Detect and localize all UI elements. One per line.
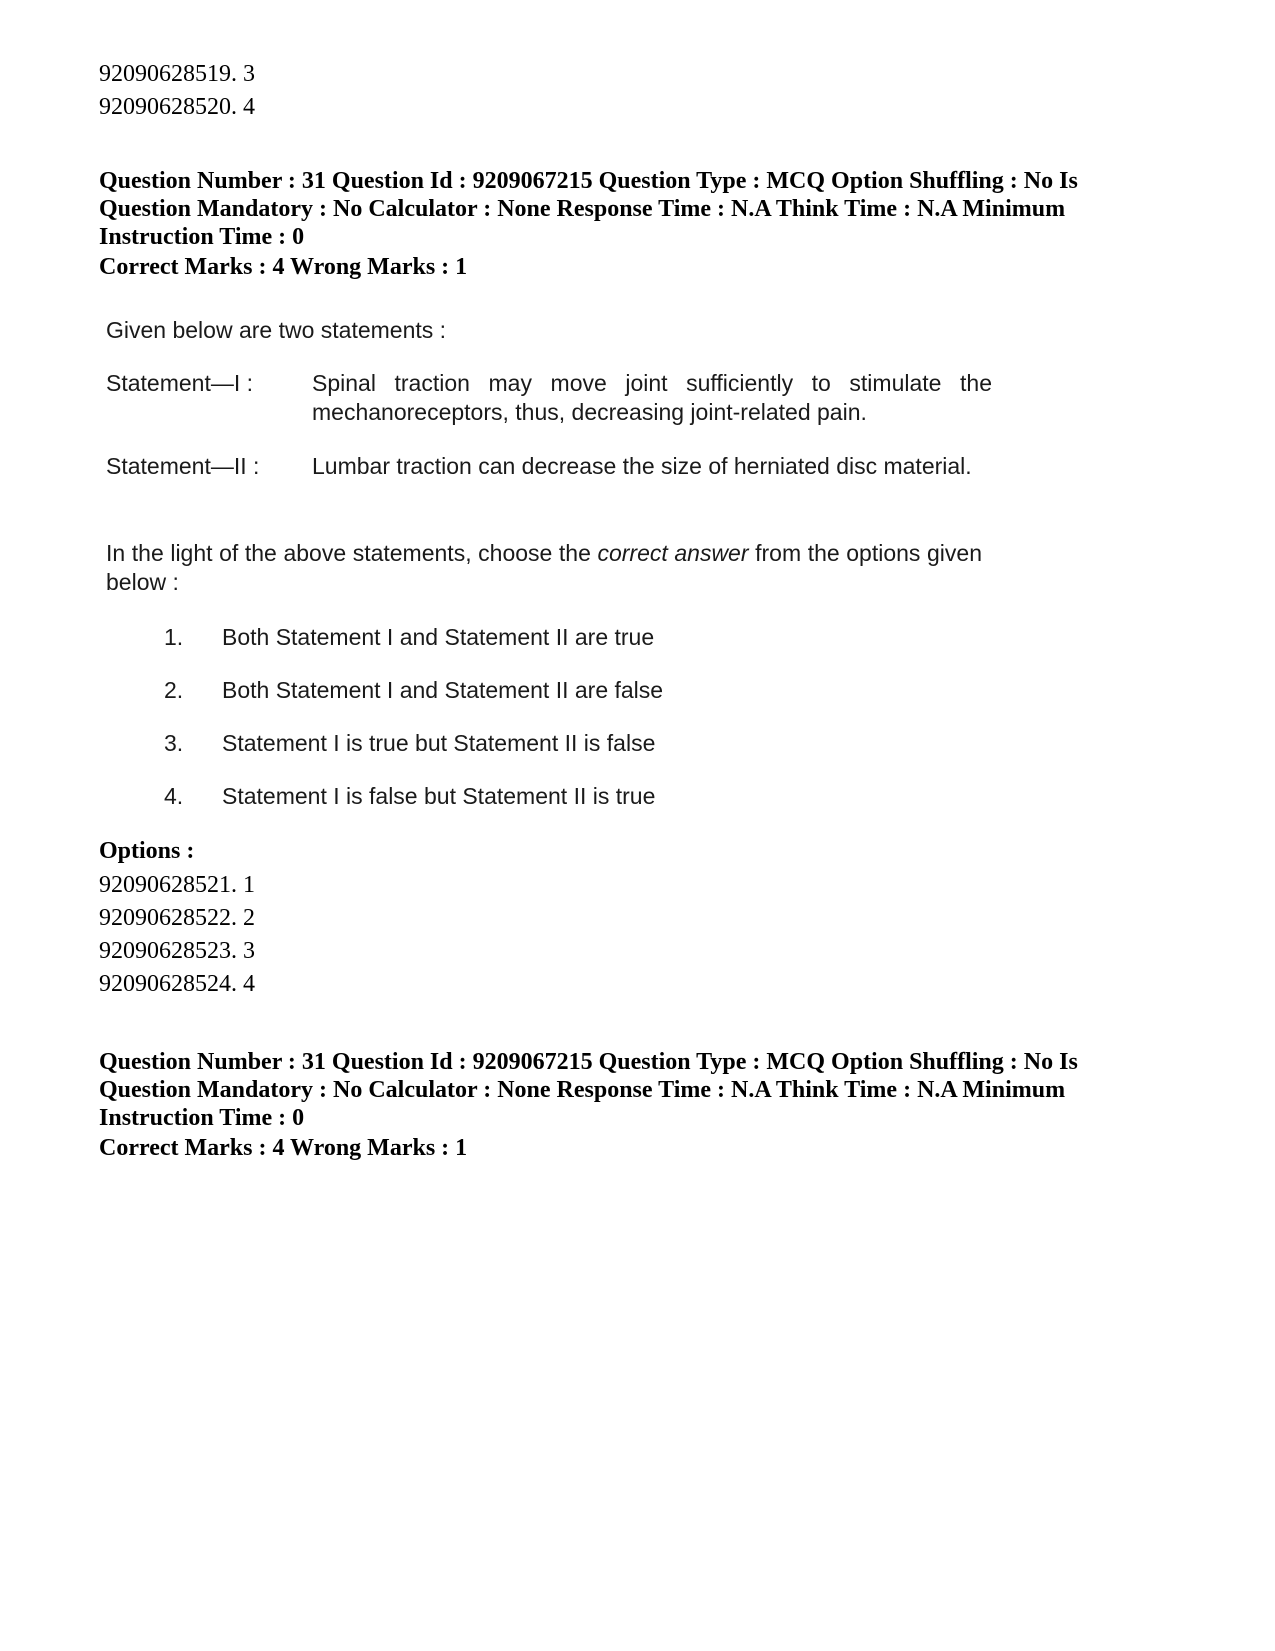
question-header-line: Question Mandatory : No Calculator : None Response Time : N.A Think Time : N.A Minimum: [99, 1077, 1066, 1103]
choice-text: Statement I is false but Statement II is true: [222, 783, 656, 809]
option-line: 92090628520. 4: [99, 94, 255, 120]
answer-choice: [164, 782, 655, 811]
marks-line: Correct Marks : 4 Wrong Marks : 1: [99, 254, 468, 280]
option-line: 92090628522. 2: [99, 905, 255, 931]
question-header-line: Question Number : 31 Question Id : 9209067215 Question Type : MCQ Option Shuffling : No Is: [99, 168, 1078, 194]
statement-text: Lumbar traction can decrease the size of herniated disc material.: [312, 453, 972, 479]
question-header: [99, 1048, 1179, 1132]
option-line: 92090628521. 1: [99, 872, 255, 898]
answer-choice: [164, 729, 655, 758]
question-prompt: [106, 539, 982, 597]
choice-text: Both Statement I and Statement II are false: [222, 677, 664, 703]
question-image: [96, 310, 996, 820]
question-header: [99, 167, 1179, 251]
choice-number: 3.: [164, 730, 184, 756]
option-line: 92090628524. 4: [99, 971, 255, 997]
answer-choice: [164, 623, 654, 652]
option-line: 92090628523. 3: [99, 938, 255, 964]
statement-text: Spinal traction may move joint sufficiently to stimulate the mechanoreceptors, thus, decreasing joint-related pain.: [312, 370, 992, 425]
question-header-line: Question Number : 31 Question Id : 9209067215 Question Type : MCQ Option Shuffling : No Is: [99, 1049, 1078, 1075]
choice-number: 4.: [164, 783, 184, 809]
prompt-text: from the options given below :: [106, 540, 982, 595]
choice-number: 1.: [164, 624, 184, 650]
question-header-line: Instruction Time : 0: [99, 1105, 305, 1131]
question-intro: Given below are two statements :: [106, 317, 447, 343]
option-line: 92090628519. 3: [99, 61, 255, 87]
prompt-emphasis: correct answer: [597, 540, 749, 566]
question-header-line: Instruction Time : 0: [99, 224, 305, 250]
options-title: Options :: [99, 838, 195, 864]
choice-text: Both Statement I and Statement II are true: [222, 624, 655, 650]
choice-text: Statement I is true but Statement II is false: [222, 730, 656, 756]
choice-number: 2.: [164, 677, 184, 703]
statement-label: Statement—II :: [106, 453, 260, 479]
marks-line: Correct Marks : 4 Wrong Marks : 1: [99, 1135, 468, 1161]
statement-label: Statement—I :: [106, 370, 254, 396]
prompt-text: In the light of the above statements, choose the: [106, 540, 598, 566]
question-header-line: Question Mandatory : No Calculator : None Response Time : N.A Think Time : N.A Minimum: [99, 196, 1066, 222]
answer-choice: [164, 676, 663, 705]
